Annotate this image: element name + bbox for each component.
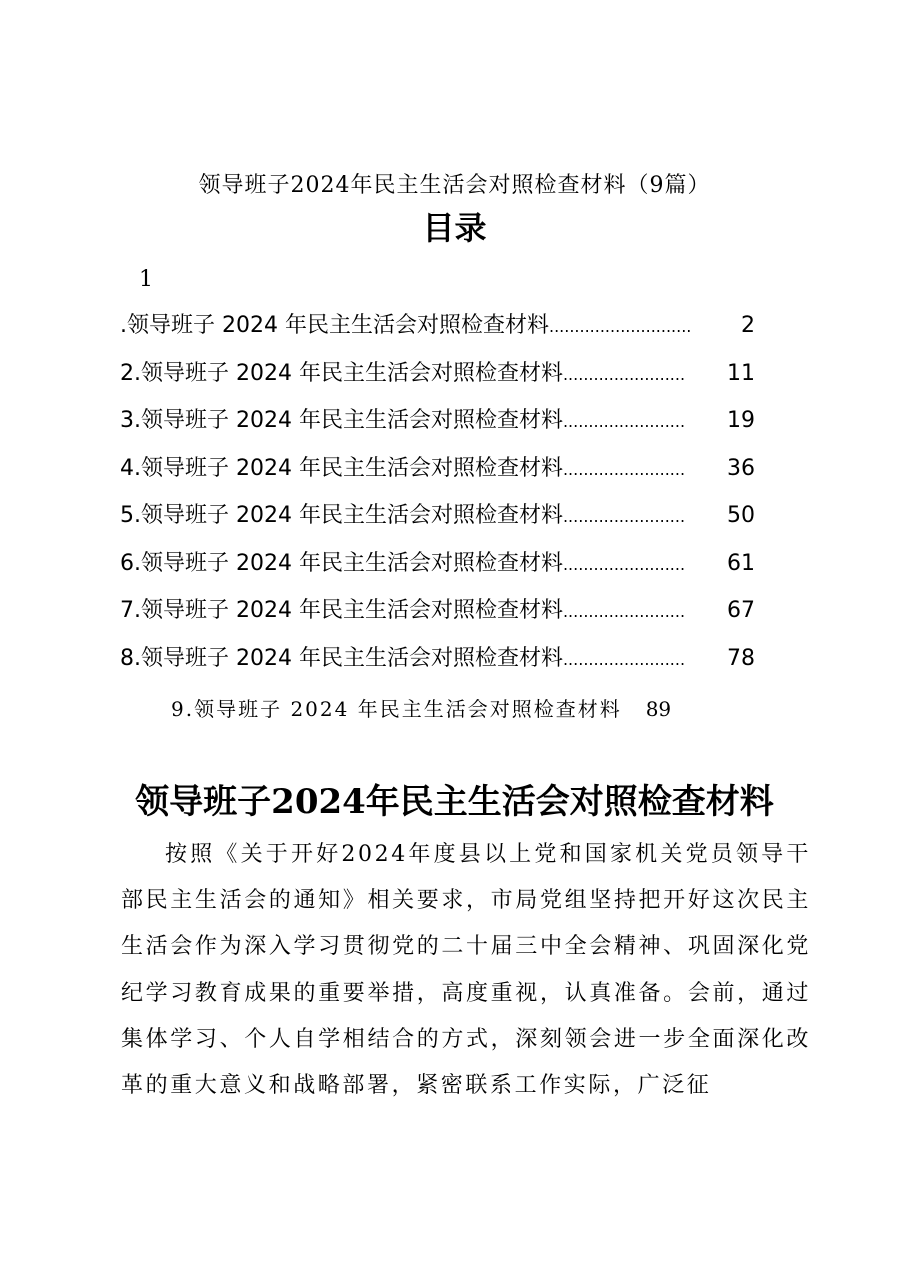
toc-entry-text: .领导班子 2024 年民主生活会对照检查材料 — [120, 313, 549, 338]
toc-entry-text: 5.领导班子 2024 年民主生活会对照检查材料 — [120, 503, 563, 528]
toc-page-number: 2 — [740, 313, 755, 338]
toc-page-number: 61 — [726, 550, 755, 576]
toc-leader: ........................ — [562, 412, 686, 431]
toc-page-number: 36 — [726, 455, 755, 481]
toc-list — [120, 310, 755, 690]
toc-page-number: 89 — [645, 697, 672, 721]
toc-heading: 目录 — [422, 209, 487, 247]
toc-entry[interactable] — [120, 310, 755, 358]
toc-entry[interactable] — [120, 548, 755, 596]
toc-entry-text: 4.领导班子 2024 年民主生活会对照检查材料 — [120, 455, 563, 481]
toc-entry[interactable] — [120, 453, 755, 501]
document-title: 领导班子2024年民主生活会对照检查材料（9篇） — [198, 173, 711, 198]
toc-entry[interactable] — [120, 405, 755, 453]
toc-stray-number: 1 — [139, 267, 153, 292]
toc-entry-text: 8.领导班子 2024 年民主生活会对照检查材料 — [120, 645, 563, 671]
toc-leader: ........................ — [562, 507, 686, 526]
toc-leader: ........................ — [562, 554, 686, 574]
toc-entry-text: 6.领导班子 2024 年民主生活会对照检查材料 — [120, 550, 563, 576]
toc-leader: ............................ — [548, 317, 692, 336]
article-title: 领导班子2024年民主生活会对照检查材料 — [135, 782, 774, 822]
toc-page-number: 50 — [726, 503, 755, 528]
article-body: 按照《关于开好2024年度县以上党和国家机关党员领导干部民主生活会的通知》相关要求，市局党组坚持把开好这次民主生活会作为深入学习贯彻党的二十届三中全会精神、巩固深化党纪学习教育成果的重要举措，高度重视，认真准备。会前，通过集体学习、个人自学相结合的方式，深刻领会进一步全面深化改革的重大意义和战略部署，紧密联系工作实际，广泛征 — [121, 842, 811, 1099]
toc-leader: ........................ — [562, 459, 686, 479]
toc-page-number: 78 — [726, 645, 755, 671]
toc-entry[interactable] — [120, 595, 755, 643]
toc-entry[interactable] — [120, 643, 755, 691]
toc-leader: ........................ — [562, 649, 686, 669]
toc-entry-text: 2.领导班子 2024 年民主生活会对照检查材料 — [120, 360, 563, 386]
toc-entry-last[interactable] — [171, 694, 671, 724]
toc-page-number: 11 — [726, 360, 755, 386]
toc-entry-text: 7.领导班子 2024 年民主生活会对照检查材料 — [120, 598, 563, 623]
toc-leader: ........................ — [562, 602, 686, 621]
toc-entry-text: 3.领导班子 2024 年民主生活会对照检查材料 — [120, 408, 563, 433]
toc-entry-text: 9.领导班子 2024 年民主生活会对照检查材料 — [171, 697, 622, 721]
toc-leader: ........................ — [562, 364, 686, 384]
toc-page-number: 19 — [726, 408, 755, 433]
toc-entry[interactable] — [120, 358, 755, 406]
toc-entry[interactable] — [120, 500, 755, 548]
toc-page-number: 67 — [726, 598, 755, 623]
